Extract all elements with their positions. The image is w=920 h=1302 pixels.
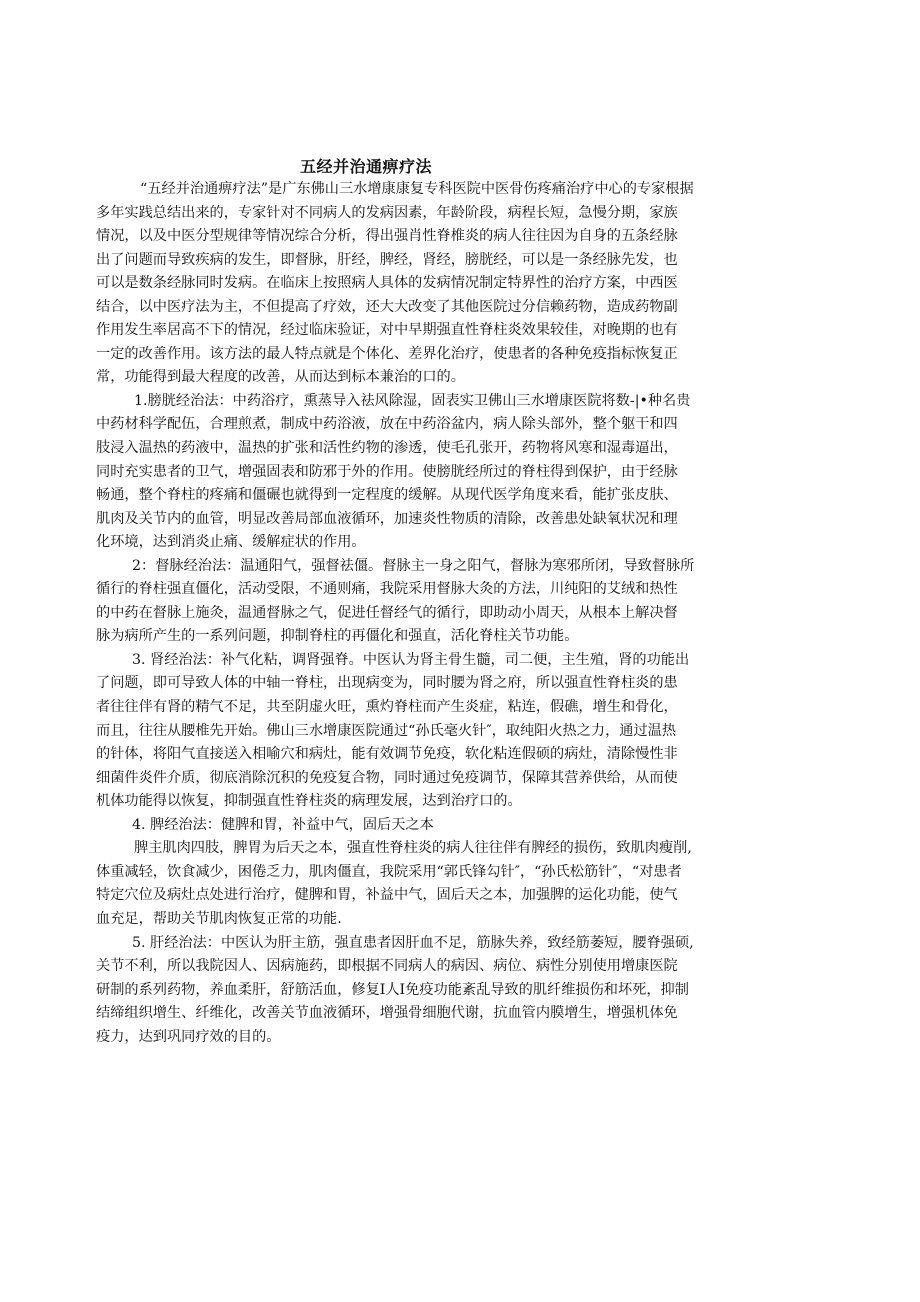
text-line: 同时充实患者的卫气，增强固表和防邪于外的作用。使膀胱经所过的脊柱得到保护，由于经脉	[96, 463, 678, 480]
text-line: 者往往伴有肾的精气不足，共至阴虚火旺，熏灼脊柱而产生炎症，粘连，假礁，增生和骨化，	[96, 699, 678, 716]
text-line: 肢浸入温热的药液中，温热的扩张和活性约物的渗透，使毛孔张开，药物将风寒和湿毒逼出，	[96, 440, 678, 457]
text-line: 的针体，将阳气直接送入相喻穴和病灶，能有效调节免疫，软化粘连假硕的病灶，清除慢性非	[96, 746, 678, 763]
text-line: 一定的改善作用。该方法的最人特点就是个体化、差界化治疗，使患者的各种免疫指标恢复正	[96, 345, 678, 362]
text-line: 4. 脾经治法：健脾和胃，补益中气，固后天之本	[132, 816, 434, 833]
text-line: 化环境，达到消炎止痛、缓解症状的作用。	[96, 534, 366, 551]
text-line: 中药材科学配伍，合理煎煮，制成中药浴液，放在中药浴盆内，病人除头部外，整个躯干和四	[96, 416, 678, 433]
text-line: 了问题，即可导致人体的中轴一脊柱，出现病变为，同时腰为肾之府，所以强直性脊柱炎的患	[96, 675, 678, 692]
text-line: 体重减轻，饮食减少，困倦乏力，肌肉僵直，我院采用“郭氏锋勾针″，“孙氏松筋针″，“对患者	[96, 863, 682, 880]
text-line: 肌肉及关节内的血管，明显改善局部血液循环，加速炎性物质的清除，改善患处缺氧状况和理	[96, 510, 678, 527]
paragraph-bladder-meridian	[96, 390, 816, 555]
text-line: 关节不利，所以我院因人、因病施药，即根据不同病人的病因、病位、病性分别使用增康医院	[96, 958, 678, 975]
text-line: 多年实践总结出来的，专家针对不同病人的发病因素，年龄阶段，病程长短，急慢分期，家族	[96, 204, 678, 221]
text-line: 机体功能得以恢复，抑制强直性脊柱炎的病理发展，达到治疗口的。	[96, 793, 522, 810]
text-line: 情况，以及中医分型规律等情况综合分析，得出强肖性脊椎炎的病人往往因为自身的五条经脉	[96, 228, 678, 245]
text-line: “五经并治通痹疗法”是广东佛山三水增康康复专科医院中医骨伤疼痛治疗中心的专家根据	[140, 181, 694, 197]
text-line: 2：督脉经治法：温通阳气，强督祛僵。督脉主一身之阳气，督脉为寒邪所闭，导致督脉所	[132, 557, 695, 574]
text-line: 3. 肾经治法：补气化粘，调肾强脊。中医认为肾主骨生髓，司二便，主生殖，肾的功能出	[132, 651, 690, 668]
paragraph-intro	[96, 178, 816, 390]
text-line: 脾主肌肉四肢，脾胃为后天之本，强直性脊柱炎的病人往往伴有脾经的损伤，致肌肉瘦削,	[134, 840, 692, 857]
text-line: 特定穴位及病灶点处进行治疗，健脾和胃，补益中气，固后天之本，加强脾的运化功能，使气	[96, 887, 678, 904]
paragraph-spleen-meridian-body	[96, 837, 816, 931]
text-line: 常，功能得到最大程度的改善，从而达到标本兼治的口的。	[96, 369, 465, 386]
paragraph-governor-vessel	[96, 555, 816, 649]
text-line: 结缔组织增生、纤维化，改善关节血液循环，增强骨细胞代谢，抗血管内膜增生，增强机体免	[96, 1005, 678, 1022]
text-line: 可以是数条经脉同时发病。在临床上按照病人具体的发病情况制定特界性的治疗方案，中西医	[96, 275, 678, 292]
text-line: 5. 肝经治法：中医认为肝主筋，强直患者因肝血不足，筋脉失养，致经筋萎短，腰脊强硕,	[132, 934, 694, 951]
text-line: 作用发生率居高不下的情况，经过临床验证，对中早期强直性脊柱炎效果较佳，对晚期的也有	[96, 322, 678, 339]
paragraph-spleen-meridian-heading	[96, 814, 816, 838]
text-line: 研制的系列药物，养血柔肝，舒筋活血，修复I人I免疫功能紊乱导致的肌纤维损伤和坏死，抑制	[96, 981, 689, 998]
text-line: 出了问题而导致疾病的发生，即督脉，肝经，脾经，肾经，膀胱经，可以是一条经脉先发，也	[96, 251, 678, 268]
text-line: 脉为病所产生的一系列问题，抑制脊柱的再僵化和强直，活化脊柱关节功能。	[96, 628, 579, 645]
text-line: 结合，以中医疗法为主，不但提高了疗效，还大大改变了其他医院过分信赖药物，造成药物副	[96, 298, 678, 315]
text-line: 而且，往往从腰椎先开始。佛山三水增康医院通过“孙氏毫火针″，取纯阳火热之力，通过温热	[96, 722, 677, 739]
document-body	[96, 178, 816, 1049]
text-line: 的中药在督脉上施灸，温通督脉之气，促进任督经气的循行，即助动小周天，从根本上解决督	[96, 604, 678, 621]
text-line: 畅通，整个脊柱的疼痛和僵碾也就得到一定程度的缓解。从现代医学角度来看，能扩张皮肤、	[96, 487, 678, 504]
paragraph-liver-meridian	[96, 932, 816, 1050]
text-line: 1.膀胱经治法：中药浴疗，熏蒸导入祛风除湿，固表实卫佛山三水增康医院将数-|•种名贵	[134, 392, 691, 409]
text-line: 细菌件炎件介质，彻底消除沉积的免疫复合物，同时通过免疫调节，保障其营养供给，从而使	[96, 769, 678, 786]
document-title: 五经并治通痹疗法	[300, 157, 433, 176]
paragraph-kidney-meridian	[96, 649, 816, 814]
text-line: 疫力，达到巩同疗效的目的。	[96, 1028, 281, 1045]
text-line: 循行的脊柱强直僵化，活动受限，不通则痛，我院采用督脉大灸的方法，川纯阳的艾绒和热性	[96, 581, 678, 598]
text-line: 血充足，帮助关节肌肉恢复正常的功能.	[96, 910, 342, 927]
